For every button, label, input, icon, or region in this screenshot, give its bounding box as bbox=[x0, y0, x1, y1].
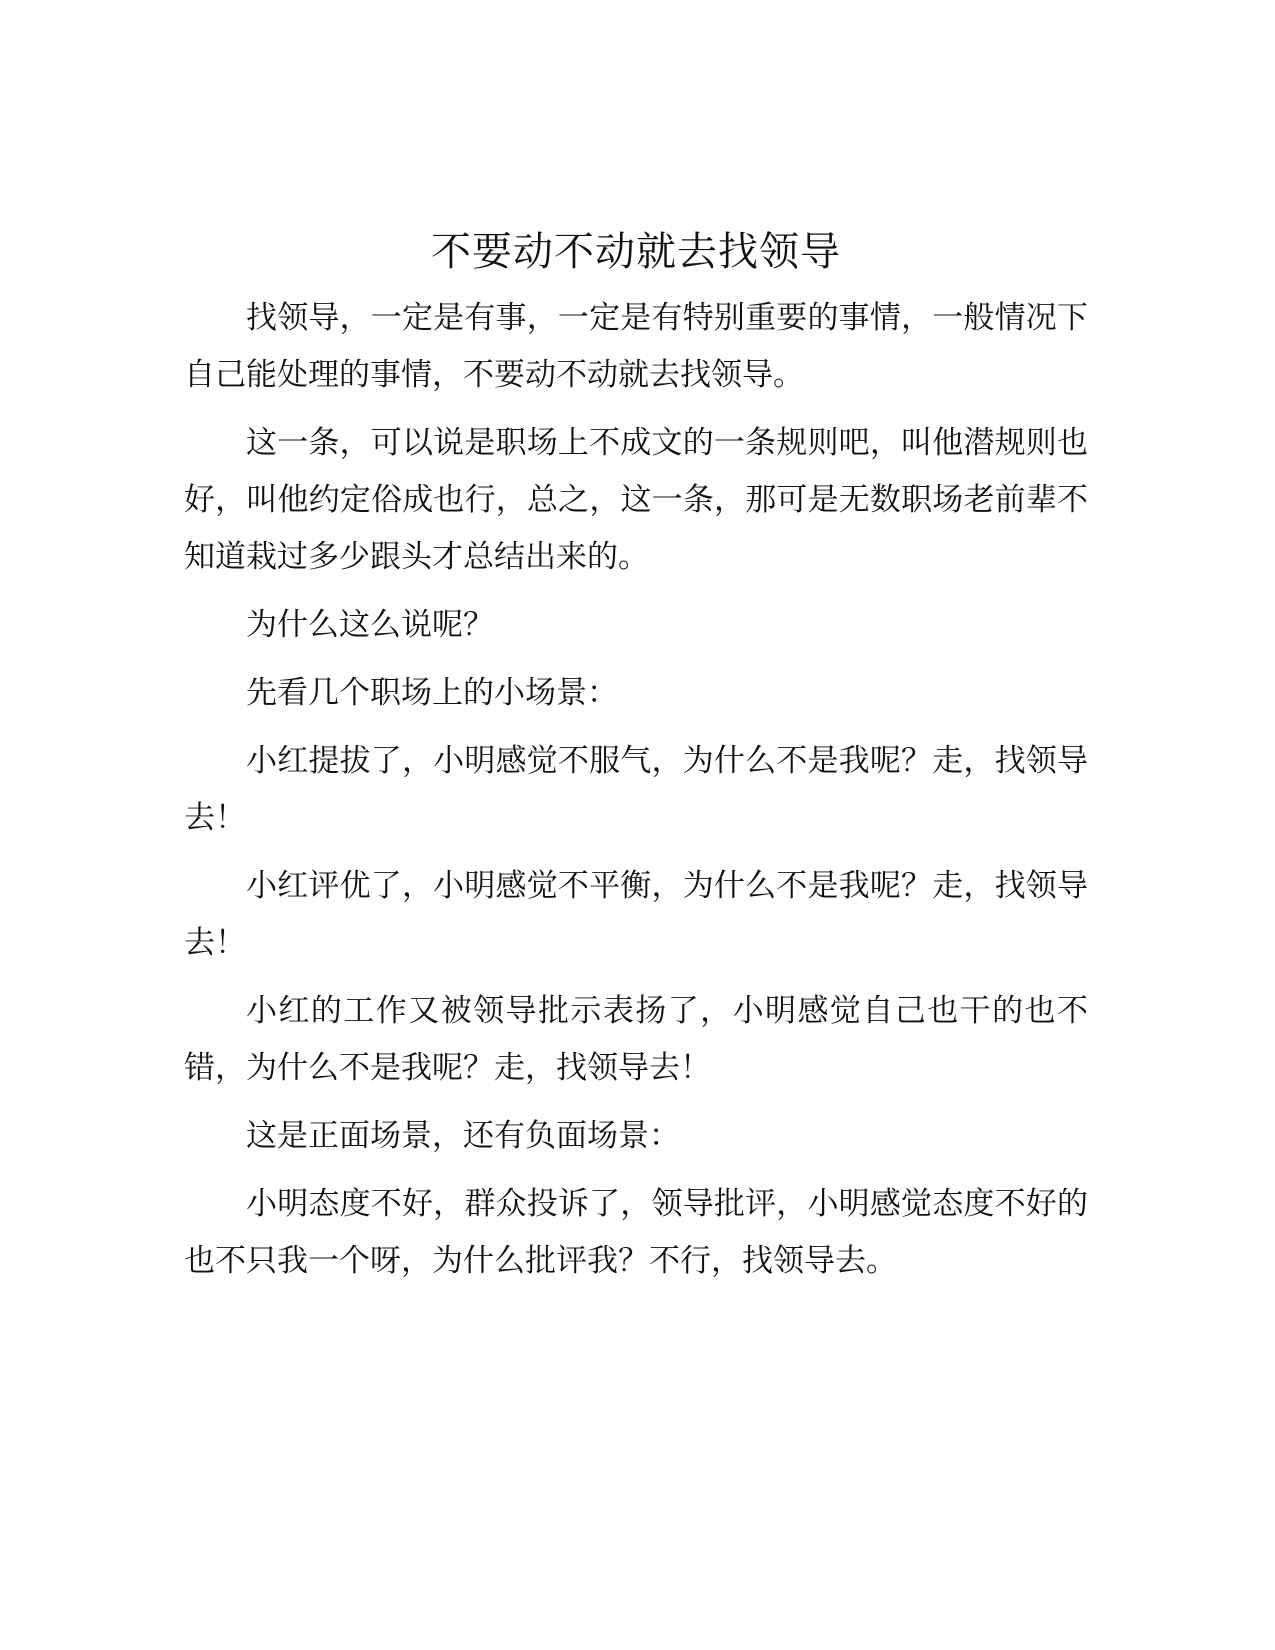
document-body bbox=[184, 224, 1088, 1301]
document-title: 不要动不动就去找领导 bbox=[431, 229, 841, 275]
paragraph: 小红评优了，小明感觉不平衡，为什么不是我呢？走，找领导去！ bbox=[184, 868, 1088, 961]
paragraph: 先看几个职场上的小场景： bbox=[246, 675, 618, 711]
paragraph: 找领导，一定是有事，一定是有特别重要的事情，一般情况下自己能处理的事情，不要动不动就去找领导。 bbox=[184, 300, 1088, 393]
paragraph: 这是正面场景，还有负面场景： bbox=[246, 1118, 680, 1154]
paragraph: 小红提拔了，小明感觉不服气，为什么不是我呢？走，找领导去！ bbox=[184, 743, 1088, 836]
paragraph: 小红的工作又被领导批示表扬了，小明感觉自己也干的也不错，为什么不是我呢？走，找领导去！ bbox=[184, 993, 1088, 1086]
paragraph: 这一条，可以说是职场上不成文的一条规则吧，叫他潜规则也好，叫他约定俗成也行，总之，这一条，那可是无数职场老前辈不知道栽过多少跟头才总结出来的。 bbox=[184, 425, 1088, 575]
paragraph: 小明态度不好，群众投诉了，领导批评，小明感觉态度不好的也不只我一个呀，为什么批评我？不行，找领导去。 bbox=[184, 1186, 1088, 1279]
paragraph: 为什么这么说呢？ bbox=[246, 607, 494, 643]
